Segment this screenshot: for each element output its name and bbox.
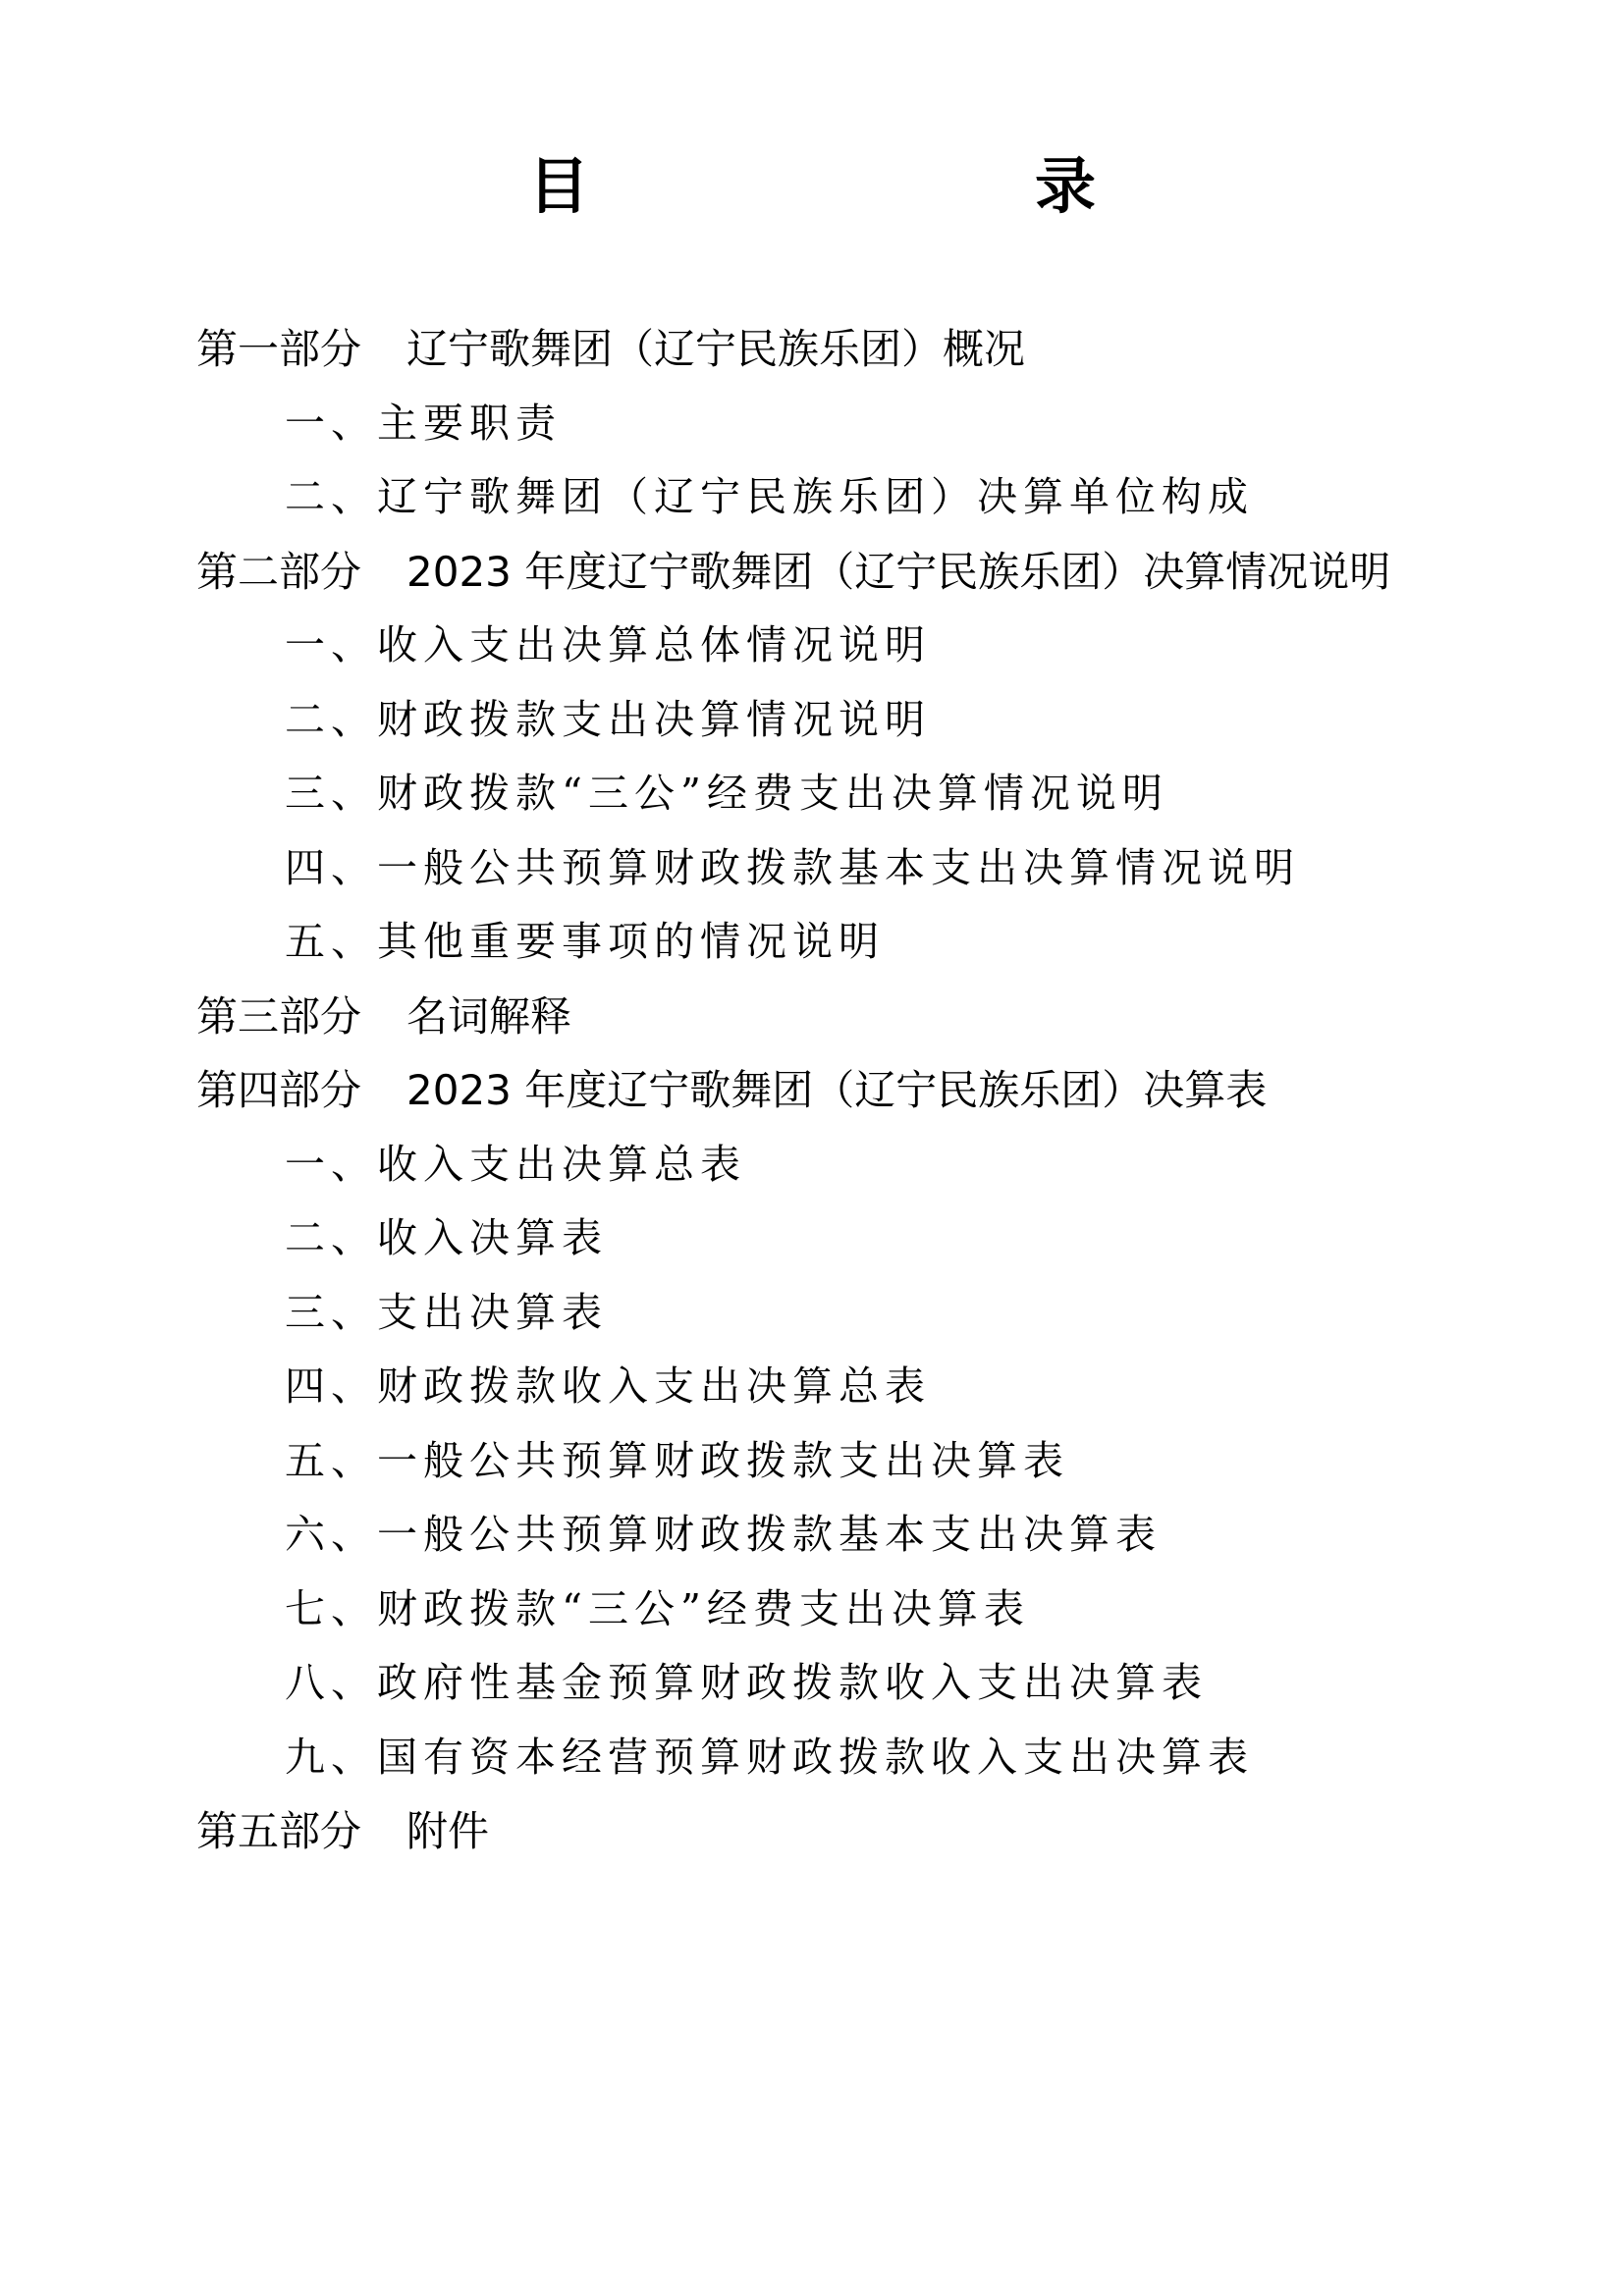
toc-item[interactable]: 三、财政拨款“三公”经费支出决算情况说明: [285, 770, 1168, 817]
toc-item[interactable]: 五、一般公共预算财政拨款支出决算表: [285, 1436, 1069, 1484]
toc-item[interactable]: 二、辽宁歌舞团（辽宁民族乐团）决算单位构成: [285, 473, 1254, 520]
toc-part-3[interactable]: [196, 980, 1473, 1054]
toc-item[interactable]: 四、一般公共预算财政拨款基本支出决算情况说明: [285, 843, 1300, 891]
toc-item[interactable]: 九、国有资本经营预算财政拨款收入支出决算表: [285, 1733, 1254, 1781]
toc-item[interactable]: 五、其他重要事项的情况说明: [285, 918, 885, 965]
part-heading: 2023 年度辽宁歌舞团（辽宁民族乐团）决算情况说明: [406, 547, 1391, 596]
part-number: 第一部分: [196, 325, 362, 373]
toc-item[interactable]: 一、主要职责: [285, 399, 562, 447]
part-heading: 名词解释: [406, 991, 572, 1041]
toc-item[interactable]: 二、财政拨款支出决算情况说明: [285, 695, 931, 743]
part-number: 第二部分: [196, 547, 362, 596]
part-heading: 辽宁歌舞团（辽宁民族乐团）概况: [406, 325, 1026, 373]
toc-part-5[interactable]: [196, 1794, 1473, 1869]
part-heading: 附件: [406, 1807, 490, 1855]
toc-item[interactable]: 四、财政拨款收入支出决算总表: [285, 1362, 931, 1410]
part-number: 第三部分: [196, 991, 362, 1041]
toc-item[interactable]: 二、收入决算表: [285, 1214, 608, 1261]
table-of-contents: [196, 312, 1473, 1869]
toc-part-1[interactable]: [196, 312, 1473, 387]
toc-part-2[interactable]: [196, 535, 1473, 610]
toc-item[interactable]: 六、一般公共预算财政拨款基本支出决算表: [285, 1511, 1162, 1558]
toc-item[interactable]: 三、支出决算表: [285, 1288, 608, 1336]
toc-part-4[interactable]: [196, 1053, 1473, 1128]
toc-item[interactable]: 一、收入支出决算总表: [285, 1140, 746, 1188]
part-number: 第四部分: [196, 1066, 362, 1114]
page-title: 目 录: [527, 150, 1204, 222]
part-heading: 2023 年度辽宁歌舞团（辽宁民族乐团）决算表: [406, 1066, 1268, 1114]
part-number: 第五部分: [196, 1807, 362, 1855]
toc-item[interactable]: 一、收入支出决算总体情况说明: [285, 621, 931, 668]
toc-item[interactable]: 八、政府性基金预算财政拨款收入支出决算表: [285, 1659, 1208, 1706]
toc-item[interactable]: 七、财政拨款“三公”经费支出决算表: [285, 1584, 1030, 1632]
